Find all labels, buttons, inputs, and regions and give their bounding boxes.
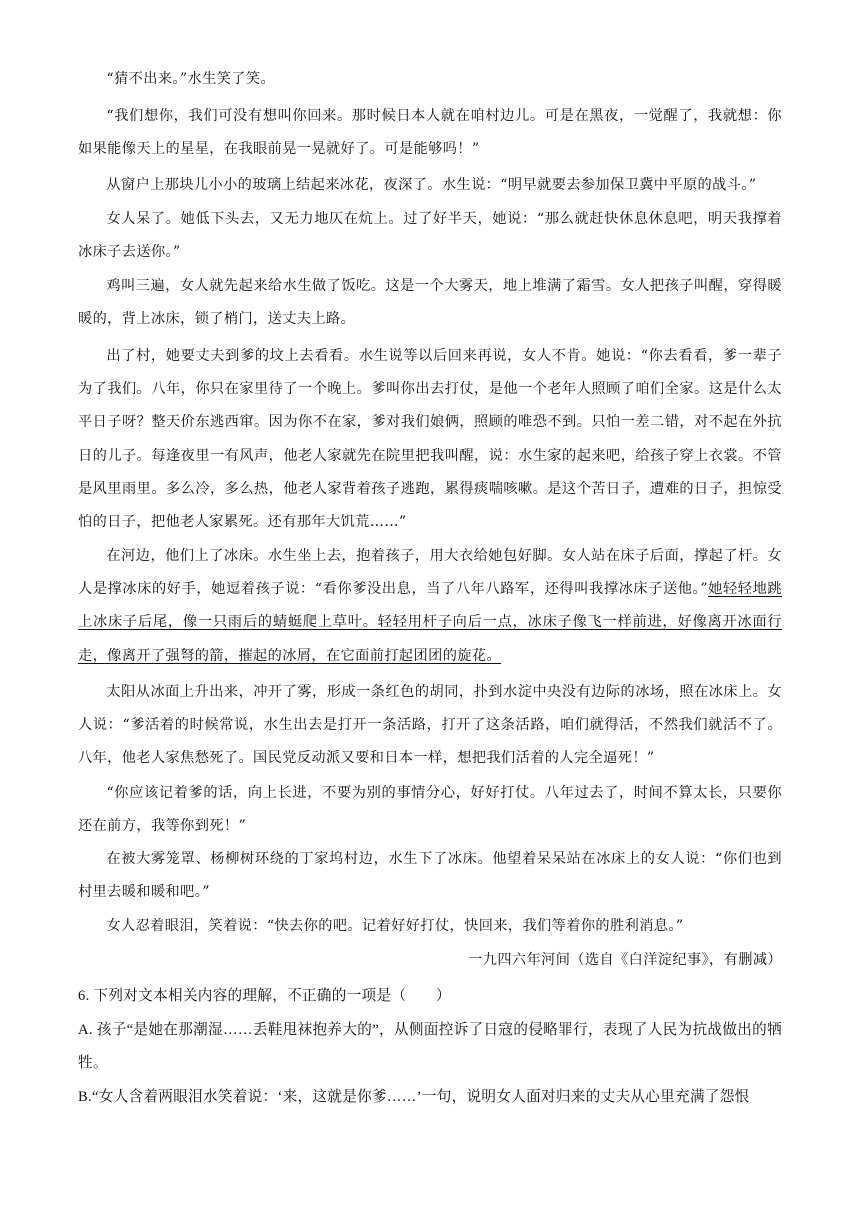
paragraph: 鸡叫三遍，女人就先起来给水生做了饭吃。这是一个大雾天，地上堆满了霜雪。女人把孩子叫醒，穿得暖暖的，背上冰床，锁了梢门，送丈夫上路。 [78,278,782,328]
source-line: 一九四六年河间（选自《白洋淀纪事》，有删减） [468,952,782,968]
paragraph: 在被大雾笼罩、杨柳树环绕的丁家坞村边，水生下了冰床。他望着呆呆站在冰床上的女人说：“你们也到村里去暖和暖和吧。” [78,851,782,901]
option-b: B.“女人含着两眼泪水笑着说：‘来，这就是你爹……’一句，说明女人面对归来的丈夫从心里充满了怨恨 [78,1089,750,1105]
paragraph: 女人呆了。她低下头去，又无力地仄在炕上。过了好半天，她说：“那么就赶快休息休息吧，明天我撑着冰床子去送你。” [78,211,782,261]
paragraph-with-underline [78,540,782,673]
paragraph: “我们想你，我们可没有想叫你回来。那时候日本人就在咱村边儿。可是在黑夜，一觉醒了，我就想：你如果能像天上的星星，在我眼前晃一晃就好了。可是能够吗！” [78,108,782,158]
question-stem: 6. 下列对文本相关内容的理解，不正确的一项是（ ） [78,988,451,1004]
option-a: A. 孩子“是她在那潮湿……丢鞋甩袜抱养大的”，从侧面控诉了日寇的侵略罪行，表现了人民为抗战做出的牺牲。 [78,1022,782,1072]
paragraph: 女人忍着眼泪，笑着说：“快去你的吧。记着好好打仗，快回来，我们等着你的胜利消息。” [106,918,684,934]
paragraph-text: 在河边，他们上了冰床。水生坐上去，抱着孩子，用大衣给她包好脚。女人站在床子后面，撑起了杆。女人是撑冰床的好手，她逗着孩子说：“看你爹没出息，当了八年八路军，还得叫我撑冰床子送他。” [78,548,782,598]
paragraph: “你应该记着爹的话，向上长进，不要为别的事情分心，好好打仗。八年过去了，时间不算太长，只要你还在前方，我等你到死！” [78,785,782,835]
underlined-passage: 她轻轻地跳上冰床子后尾，像一只雨后的蜻蜓爬上草叶。轻轻用杆子向后一点，冰床子像飞一样前进，好像离开冰面行走，像离开了强弩的箭，摧起的冰屑，在它面前打起团团的旋花。 [78,581,782,664]
paragraph: “猜不出来。”水生笑了笑。 [106,71,276,87]
paragraph: 出了村，她要丈夫到爹的坟上去看看。水生说等以后回来再说，女人不肯。她说：“你去看看，爹一辈子为了我们。八年，你只在家里待了一个晚上。爹叫你出去打仗，是他一个老年人照顾了咱们全家。这是什么太平日子呀？整天价东逃西窜。因为你不在家，爹对我们娘俩，照顾的唯恐不到。只怕一差二错，对不起在外抗日的儿子。每逢夜里一有风声，他老人家就先在院里把我叫醒，说：水生家的起来吧，给孩子穿上衣裳。不管是风里雨里。多么冷，多么热，他老人家背着孩子逃跑，累得痰喘咳嗽。是这个苦日子，遭难的日子，担惊受怕的日子，把他老人家累死。还有那年大饥荒……” [78,348,782,531]
paragraph: 太阳从冰面上升出来，冲开了雾，形成一条红色的胡同，扑到水淀中央没有边际的冰场，照在冰床上。女人说：“爹活着的时候常说，水生出去是打开一条活路，打开了这条活路，咱们就得活，不然我们就活不了。八年，他老人家焦愁死了。国民党反动派又要和日本一样，想把我们活着的人完全逼死！” [78,684,782,767]
paragraph: 从窗户上那块儿小小的玻璃上结起来冰花，夜深了。水生说：“明早就要去参加保卫冀中平原的战斗。” [106,177,757,193]
